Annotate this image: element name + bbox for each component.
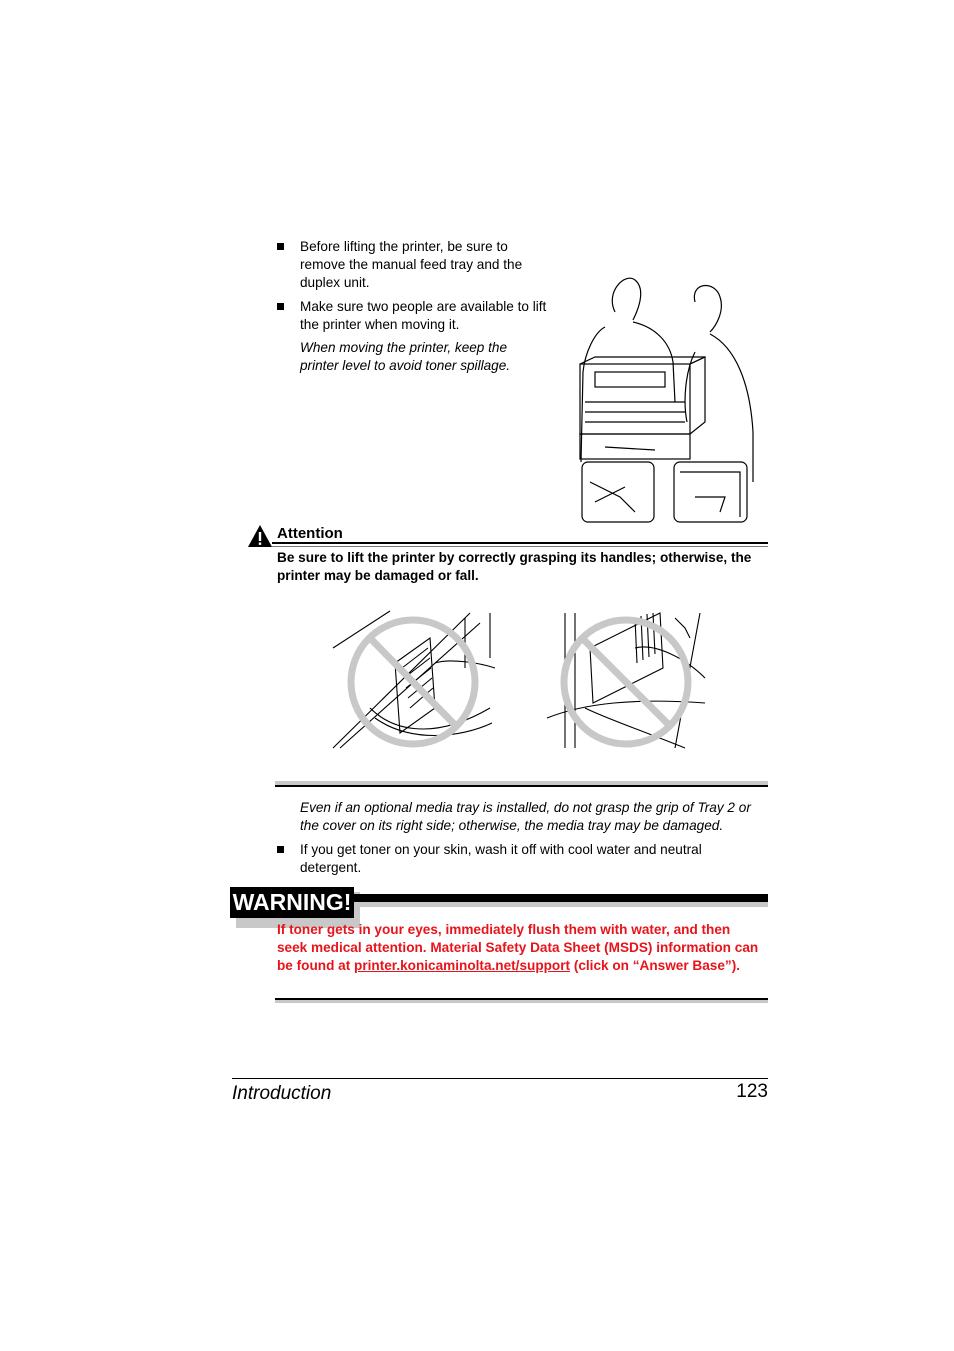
tray-note: Even if an optional media tray is installed, do not grasp the grip of Tray 2 or the cover on its right side; otherwise, the media tray may be damaged.	[300, 800, 751, 833]
bullet-square-icon	[277, 303, 284, 310]
page-number: 123	[736, 1081, 768, 1102]
warning-body	[277, 921, 762, 975]
warning-rule-shade	[354, 902, 768, 907]
list-item	[277, 298, 563, 334]
section-divider	[275, 785, 768, 787]
warning-triangle-icon	[247, 524, 273, 548]
bullet-text: Make sure two people are available to lift the printer when moving it.	[300, 299, 547, 332]
bullet-square-icon	[277, 846, 284, 853]
attention-rule-thin	[272, 546, 768, 547]
attention-body: Be sure to lift the printer by correctly grasping its handles; otherwise, the printer may be damaged or fall.	[277, 550, 752, 583]
footer-rule	[232, 1078, 768, 1079]
warning-rule	[354, 894, 768, 902]
footer-section-title: Introduction	[232, 1083, 332, 1104]
attention-rule	[272, 542, 768, 544]
warning-text-part1: If toner gets in your eyes, immediately flush them with water, and then seek medical attention. Material Safety Data Sheet (MSDS) information can be found at	[277, 922, 759, 973]
warning-label: WARNING!	[230, 887, 354, 918]
moving-note: When moving the printer, keep the printer level to avoid toner spillage.	[300, 340, 511, 373]
list-item	[277, 841, 747, 877]
prohibited-grip-tray-illustration	[330, 608, 500, 753]
prohibited-grip-cover-illustration	[545, 608, 715, 753]
warning-text-part2: (click on “Answer Base”).	[570, 958, 741, 973]
bullet-square-icon	[277, 243, 284, 250]
msds-support-link[interactable]: printer.konicaminolta.net/support	[354, 958, 571, 973]
two-people-lifting-printer-illustration	[575, 272, 765, 527]
attention-title: Attention	[277, 525, 343, 542]
warning-bottom-rule-shade	[275, 1000, 768, 1003]
bullet-text: If you get toner on your skin, wash it off with cool water and neutral detergent.	[300, 842, 702, 875]
list-item	[277, 238, 539, 292]
bullet-text: Before lifting the printer, be sure to remove the manual feed tray and the duplex unit.	[300, 239, 523, 290]
